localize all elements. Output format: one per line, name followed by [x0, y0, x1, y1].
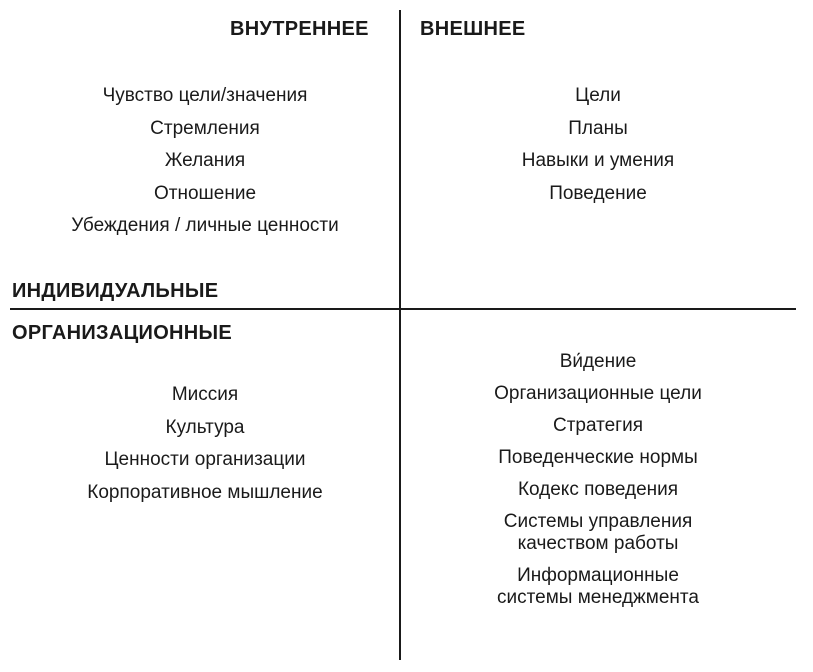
label-individual: ИНДИВИДУАЛЬНЫЕ [12, 280, 219, 302]
list-item: Миссия [171, 384, 239, 405]
list-item: Желания [164, 150, 246, 171]
list-item: Отношение [153, 182, 257, 204]
individual-internal-list [10, 85, 400, 248]
list-item: Ценности организации [104, 449, 306, 470]
list-item: Культура [165, 416, 245, 438]
list-item: Поведение [549, 182, 647, 204]
list-item: Поведенческие нормы [498, 447, 698, 468]
list-item: Кодекс поведения [517, 479, 679, 500]
list-item: Системы управления качеством работы [503, 511, 693, 554]
heading-internal: ВНУТРЕННЕЕ [230, 18, 369, 40]
list-item: Планы [568, 117, 628, 139]
list-item: Убеждения / личные ценности [71, 215, 339, 236]
list-item: Корпоративное мышление [87, 481, 323, 503]
label-organizational: ОРГАНИЗАЦИОННЫЕ [12, 322, 233, 344]
heading-external: ВНЕШНЕЕ [420, 18, 526, 40]
list-item: Информационные системы менеджмента [497, 565, 699, 608]
list-item: Чувство цели/значения [102, 85, 308, 106]
list-item: Цели [575, 85, 621, 106]
list-item: Ви́дение [559, 351, 637, 372]
list-item: Навыки и умения [521, 150, 675, 171]
organizational-internal-list [10, 384, 400, 514]
list-item: Стратегия [552, 415, 644, 436]
horizontal-divider [10, 308, 796, 310]
organizational-external-list [400, 351, 796, 619]
list-item: Организационные цели [494, 383, 702, 404]
individual-external-list [400, 85, 796, 215]
list-item: Стремления [150, 117, 260, 139]
